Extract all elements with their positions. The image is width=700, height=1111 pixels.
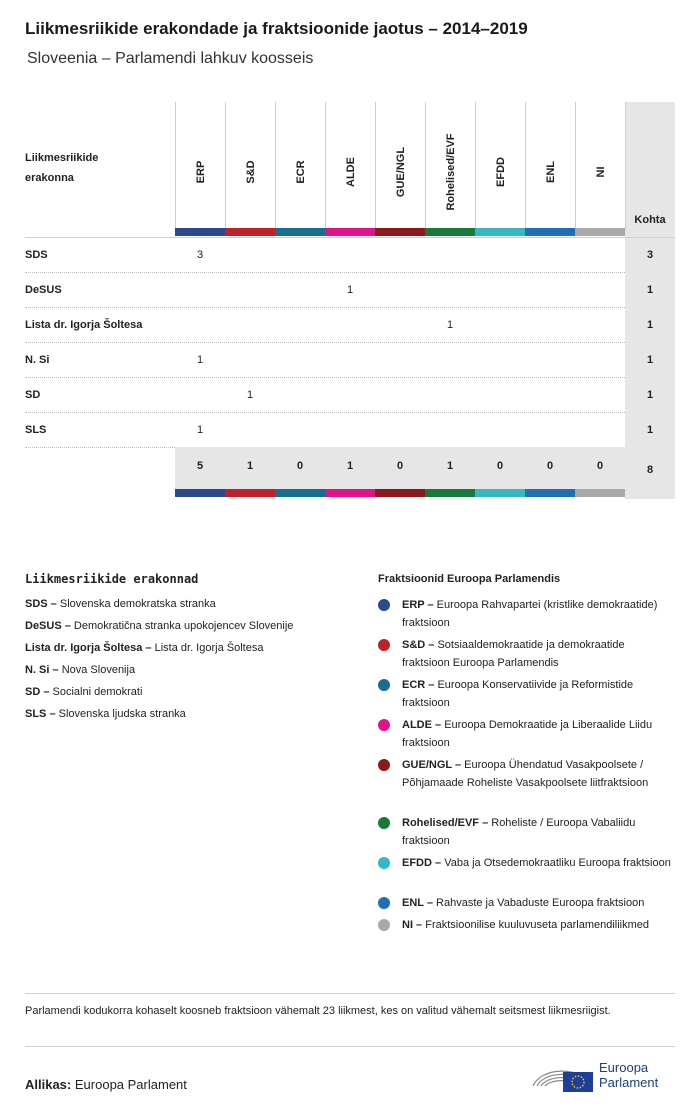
group-name: Euroopa Ühendatud Vasakpoolsete / Põhjamaade Roheliste Vasakpoolsete liitfraktsioon [402, 759, 649, 789]
group-name: Euroopa Rahvapartei (kristlike demokraatide) fraktsioon [402, 599, 658, 629]
party-legend-item [25, 598, 216, 610]
cell-value: 1 [196, 424, 204, 436]
row-label: N. Si [25, 354, 50, 366]
group-name: Roheliste / Euroopa Vabaliidu fraktsioon [402, 817, 636, 847]
party-legend-item [25, 708, 186, 720]
group-name: Sotsiaaldemokraatide ja demokraatide fraktsioon Euroopa Parlamendis [402, 639, 625, 669]
column-border-end [625, 102, 626, 230]
source-value: Euroopa Parlament [74, 1077, 187, 1092]
column-color-bar [175, 228, 225, 236]
party-legend-title: Liikmesriikide erakonnad [25, 572, 199, 586]
column-header-erp [175, 102, 225, 230]
group-name: Fraktsioonilise kuuluvuseta parlamendiliikmed [425, 919, 650, 931]
ep-logo [531, 1056, 676, 1094]
column-color-bar-bottom [225, 489, 275, 497]
column-color-bar-bottom [425, 489, 475, 497]
group-name: Rahvaste ja Vabaduste Euroopa fraktsioon [436, 897, 645, 909]
group-legend-item [402, 676, 674, 712]
row-divider [25, 377, 625, 378]
column-color-bar [325, 228, 375, 236]
column-total: 5 [196, 460, 204, 472]
group-abbr: GUE/NGL – [402, 759, 465, 771]
column-total: 0 [496, 460, 504, 472]
chart-subtitle: Sloveenia – Parlamendi lahkuv koosseis [27, 50, 314, 67]
column-total: 0 [296, 460, 304, 472]
logo-line1: Euroopa [599, 1060, 649, 1075]
chart-title: Liikmesriikide erakondade ja fraktsioonide jaotus – 2014–2019 [25, 19, 528, 38]
column-header-guengl [375, 102, 425, 230]
group-legend-item [402, 916, 674, 934]
column-header-label: ECR [294, 160, 307, 184]
logo-line2: Parlament [599, 1075, 659, 1090]
column-header-label: GUE/NGL [394, 146, 407, 198]
row-divider [25, 272, 625, 273]
group-abbr: ECR – [402, 679, 438, 691]
column-color-bar-bottom [275, 489, 325, 497]
party-legend-item [25, 642, 263, 654]
column-color-bar [275, 228, 325, 236]
divider-bottom [25, 1046, 675, 1047]
column-header-rohelisedevf [425, 102, 475, 230]
column-header-label: ERP [194, 160, 207, 184]
column-color-bar-bottom [375, 489, 425, 497]
group-legend-item [402, 894, 674, 912]
group-abbr: ENL – [402, 897, 437, 909]
column-color-bar [375, 228, 425, 236]
party-abbr: SD – [25, 686, 53, 698]
group-legend-item [402, 814, 674, 850]
row-label: SDS [25, 249, 48, 261]
group-name: Euroopa Konservatiivide ja Reformistide fraktsioon [402, 679, 634, 709]
column-color-bar [575, 228, 625, 236]
group-name: Euroopa Demokraatide ja Liberaalide Liidu fraktsioon [402, 719, 653, 749]
row-total: 1 [646, 319, 654, 331]
column-header-label: NI [594, 166, 607, 178]
column-color-bar [225, 228, 275, 236]
header-divider [25, 237, 675, 238]
column-header-alde [325, 102, 375, 230]
group-abbr: NI – [402, 919, 426, 931]
row-label: SLS [25, 424, 47, 436]
column-header-label: Rohelised/EVF [444, 133, 457, 211]
cell-value: 3 [196, 249, 204, 261]
group-legend-item [402, 636, 674, 672]
row-divider [25, 412, 625, 413]
group-color-dot-icon [378, 919, 390, 931]
column-header-ni [575, 102, 625, 230]
row-header-label: Liikmesriikide erakonna [25, 152, 99, 184]
party-abbr: SLS – [25, 708, 59, 720]
party-abbr: DeSUS – [25, 620, 74, 632]
group-color-dot-icon [378, 719, 390, 731]
column-total: 1 [346, 460, 354, 472]
cell-value: 1 [446, 319, 454, 331]
party-legend-item [25, 686, 142, 698]
row-total: 1 [646, 284, 654, 296]
party-name: Socialni demokrati [52, 686, 143, 698]
party-name: Demokratična stranka upokojencev Slovenije [73, 620, 294, 632]
cell-value: 1 [246, 389, 254, 401]
column-color-bar-bottom [575, 489, 625, 497]
group-abbr: ERP – [402, 599, 437, 611]
row-total: 3 [646, 249, 654, 261]
column-header-efdd [475, 102, 525, 230]
group-color-dot-icon [378, 857, 390, 869]
group-legend-item [402, 854, 674, 872]
column-header-label: EFDD [494, 157, 507, 187]
party-name: Lista dr. Igorja Šoltesa [154, 642, 264, 654]
row-divider [25, 307, 625, 308]
column-total: 0 [396, 460, 404, 472]
row-label: DeSUS [25, 284, 62, 296]
row-total: 1 [646, 389, 654, 401]
column-header-label: ALDE [344, 157, 357, 187]
group-name: Vaba ja Otsedemokraatliku Euroopa fraktsioon [444, 857, 671, 869]
footnote: Parlamendi kodukorra kohaselt koosneb fraktsioon vähemalt 23 liikmest, kes on valitud vähemalt seitsmest liikmesriigist. [25, 1005, 611, 1017]
group-legend-item [402, 716, 674, 752]
cell-value: 1 [196, 354, 204, 366]
party-name: Slovenska demokratska stranka [59, 598, 216, 610]
column-color-bar [525, 228, 575, 236]
group-color-dot-icon [378, 599, 390, 611]
row-label: SD [25, 389, 41, 401]
divider-top [25, 993, 675, 994]
party-legend-item [25, 620, 293, 632]
group-color-dot-icon [378, 817, 390, 829]
group-abbr: Rohelised/EVF – [402, 817, 492, 829]
row-total: 1 [646, 354, 654, 366]
column-header-ecr [275, 102, 325, 230]
column-header-label: ENL [544, 161, 557, 183]
party-legend-item [25, 664, 135, 676]
logo-text [599, 1060, 658, 1090]
column-total: 1 [246, 460, 254, 472]
column-total: 0 [546, 460, 554, 472]
party-abbr: Lista dr. Igorja Šoltesa – [25, 642, 155, 654]
group-legend-item [402, 756, 674, 792]
party-name: Slovenska ljudska stranka [58, 708, 186, 720]
column-color-bar-bottom [525, 489, 575, 497]
group-legend-item [402, 596, 674, 632]
column-color-bar-bottom [475, 489, 525, 497]
total-header: Kohta [634, 214, 666, 226]
column-header-label: S&D [244, 160, 257, 184]
group-color-dot-icon [378, 639, 390, 651]
column-header-sd [225, 102, 275, 230]
group-abbr: EFDD – [402, 857, 445, 869]
cell-value: 1 [346, 284, 354, 296]
parliament-logo-icon [531, 1056, 593, 1094]
column-header-enl [525, 102, 575, 230]
group-color-dot-icon [378, 897, 390, 909]
party-abbr: SDS – [25, 598, 60, 610]
group-color-dot-icon [378, 679, 390, 691]
column-color-bar-bottom [325, 489, 375, 497]
row-label: Lista dr. Igorja Šoltesa [25, 319, 143, 331]
grand-total: 8 [646, 464, 654, 476]
group-color-dot-icon [378, 759, 390, 771]
row-divider [25, 342, 625, 343]
column-color-bar [475, 228, 525, 236]
group-abbr: S&D – [402, 639, 438, 651]
group-abbr: ALDE – [402, 719, 445, 731]
source-label: Allikas: [25, 1077, 72, 1092]
column-total: 1 [446, 460, 454, 472]
column-color-bar [425, 228, 475, 236]
source [25, 1077, 187, 1092]
total-column-background [625, 102, 675, 499]
column-total: 0 [596, 460, 604, 472]
party-name: Nova Slovenija [61, 664, 136, 676]
party-abbr: N. Si – [25, 664, 62, 676]
group-legend-title: Fraktsioonid Euroopa Parlamendis [378, 573, 561, 585]
column-color-bar-bottom [175, 489, 225, 497]
row-total: 1 [646, 424, 654, 436]
